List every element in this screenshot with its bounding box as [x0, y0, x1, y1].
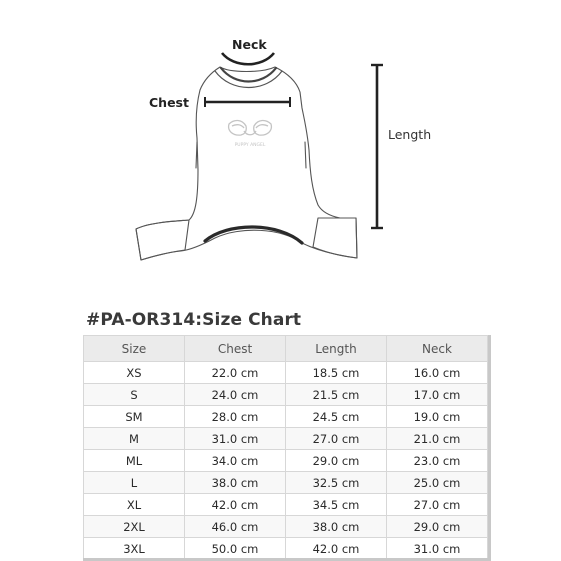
table-row	[84, 384, 488, 406]
cell-size: XS	[84, 362, 185, 384]
cell-length: 21.5 cm	[286, 384, 387, 406]
cell-neck: 29.0 cm	[387, 516, 488, 538]
cell-length: 38.0 cm	[286, 516, 387, 538]
header-chest: Chest	[185, 336, 286, 362]
cell-neck: 17.0 cm	[387, 384, 488, 406]
length-label: Length	[388, 127, 432, 142]
table-shadow-right	[488, 335, 491, 558]
header-neck: Neck	[387, 336, 488, 362]
size-table-container	[83, 335, 491, 560]
angel-wings-logo-icon	[229, 120, 272, 135]
cell-chest: 50.0 cm	[185, 538, 286, 560]
header-size: Size	[84, 336, 185, 362]
cell-size: SM	[84, 406, 185, 428]
cell-length: 27.0 cm	[286, 428, 387, 450]
table-row	[84, 494, 488, 516]
cell-size: L	[84, 472, 185, 494]
table-row	[84, 472, 488, 494]
cell-neck: 23.0 cm	[387, 450, 488, 472]
table-row	[84, 538, 488, 560]
cell-neck: 27.0 cm	[387, 494, 488, 516]
cell-chest: 46.0 cm	[185, 516, 286, 538]
size-table	[83, 335, 488, 560]
header-length: Length	[286, 336, 387, 362]
cell-neck: 19.0 cm	[387, 406, 488, 428]
chest-measure-line	[205, 97, 290, 107]
table-header-row	[84, 336, 488, 362]
cell-length: 34.5 cm	[286, 494, 387, 516]
table-row	[84, 428, 488, 450]
cell-size: S	[84, 384, 185, 406]
cell-chest: 42.0 cm	[185, 494, 286, 516]
cell-chest: 34.0 cm	[185, 450, 286, 472]
cell-length: 42.0 cm	[286, 538, 387, 560]
cell-neck: 16.0 cm	[387, 362, 488, 384]
cell-size: ML	[84, 450, 185, 472]
cell-chest: 22.0 cm	[185, 362, 286, 384]
cell-size: XL	[84, 494, 185, 516]
cell-size: 2XL	[84, 516, 185, 538]
cell-neck: 31.0 cm	[387, 538, 488, 560]
neck-label: Neck	[232, 37, 267, 52]
chest-label: Chest	[149, 95, 189, 110]
cell-chest: 28.0 cm	[185, 406, 286, 428]
logo-text: PUPPY ANGEL	[234, 143, 266, 148]
cell-length: 18.5 cm	[286, 362, 387, 384]
cell-chest: 24.0 cm	[185, 384, 286, 406]
cell-size: 3XL	[84, 538, 185, 560]
table-row	[84, 450, 488, 472]
cell-neck: 21.0 cm	[387, 428, 488, 450]
cell-length: 24.5 cm	[286, 406, 387, 428]
cell-length: 32.5 cm	[286, 472, 387, 494]
cell-size: M	[84, 428, 185, 450]
cell-chest: 31.0 cm	[185, 428, 286, 450]
table-row	[84, 516, 488, 538]
table-row	[84, 362, 488, 384]
cell-chest: 38.0 cm	[185, 472, 286, 494]
cell-length: 29.0 cm	[286, 450, 387, 472]
size-chart-title: #PA-OR314:Size Chart	[86, 310, 302, 330]
cell-neck: 25.0 cm	[387, 472, 488, 494]
length-measure-line	[371, 65, 383, 228]
neck-measure-arc	[222, 53, 274, 64]
table-row	[84, 406, 488, 428]
